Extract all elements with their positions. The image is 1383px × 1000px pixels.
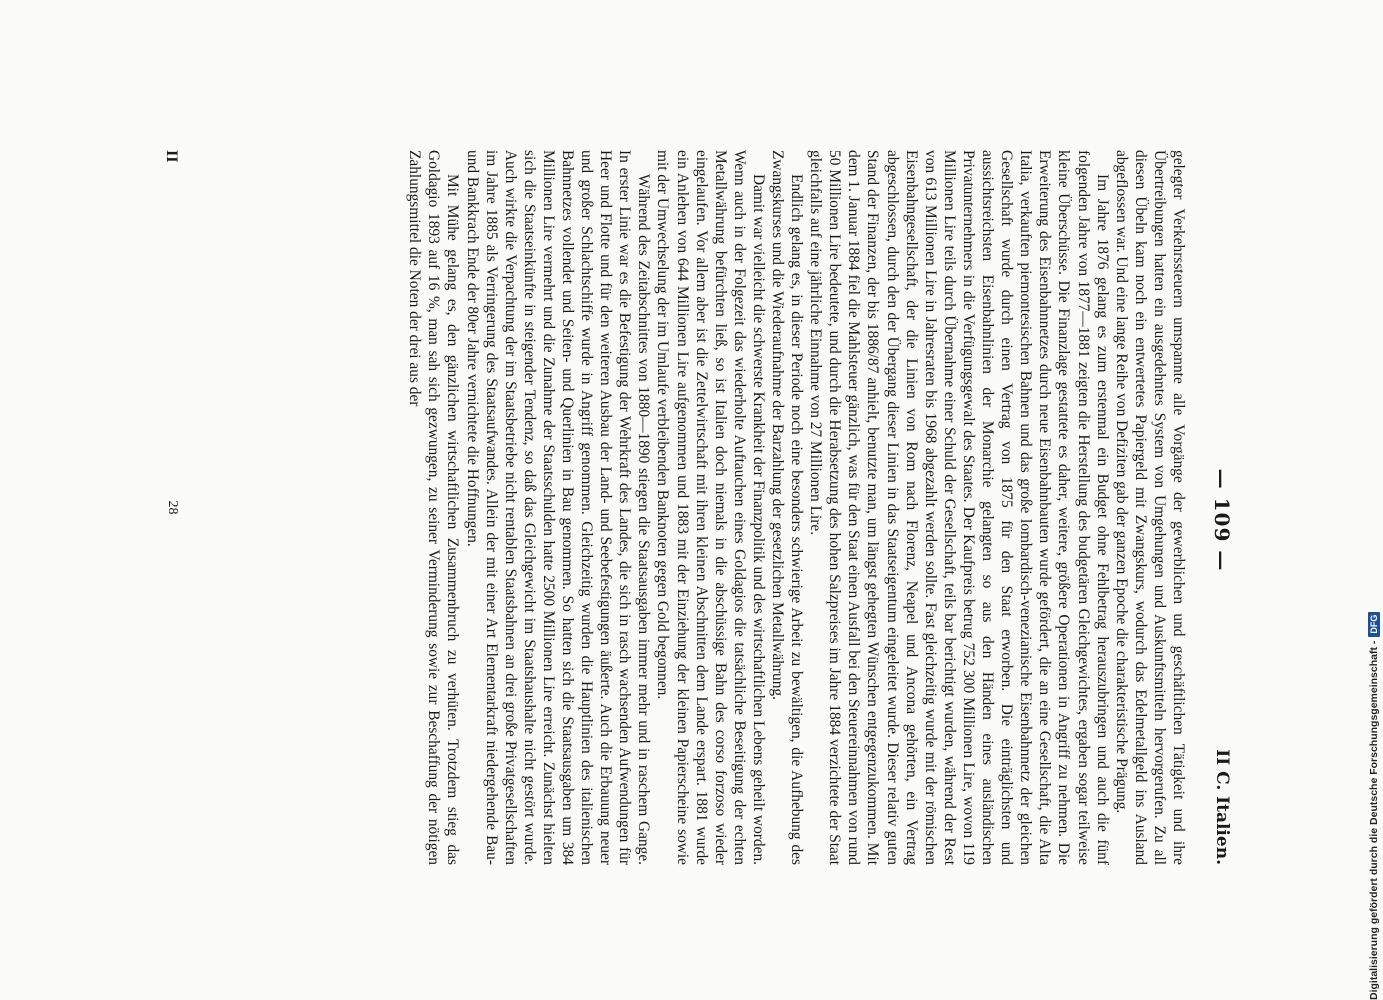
page-number: — 109 — [1210,468,1234,572]
paragraph: Im Jahre 1876 gelang es zum erstenmal ein Budget ohne Fehlbetrag herauszubringen und auch die fünf folgenden Jahre von 1877—1881 zeigten die Herstellung des budgetären Gleichgewichtes, ergaben sogar teilweise kleine Überschüsse. Die Finanzlage gestattete es daher, weitere, größere Operationen in Angriff zu nehmen. Die Erweiterung des Eisenbahnnetzes durch neue Eisenbahnbauten wurde gefördert, die an eine Gesellschaft, die Alta Italia, verkauften piemontesischen Bahnen und das große lombardisch-venezianische Eisenbahnnetz der gleichen Gesellschaft wurde durch einen Vertrag von 1875 für den Staat erworben. Die einträglichsten und aussichtsreichsten Eisenbahnlinien der Monarchie gelangten so aus den Händen eines ausländischen Privatunternehmers in die Verfügungsgewalt des Staates. Der Kaufpreis betrug 752 300 Millionen Lire, wovon 119 Millionen Lire teils durch Übernahme einer Schuld der Gesellschaft, teils bar berichtigt wurden, während der Rest von 613 Millionen Lire in Jahresraten bis 1968 abgezahlt werden sollte. Fast gleichzeitig wurde mit der römischen Eisenbahngesellschaft, der die Linien von Rom nach Florenz, Neapel und Ancona gehörten, ein Vertrag abgeschlossen, durch den der Übergang dieser Linien in das Staatseigentum eingeleitet wurde. Dieser relativ guten Stand der Finanzen, der bis 1886/87 anhielt, benutzte man, um längst gehegten Wünschen entgegenzukommen. Mit dem 1. Januar 1884 fiel die Mahlsteuer gänzlich, was für den Staat einen Ausfall bei den Steuereinnahmen von rund 50 Millionen Lire bedeutete, und durch die Herabsetzung des hohen Salzpreises im Jahre 1884 verzichtete der Staat gleichfalls auf eine jährliche Einnahme von 27 Millionen Lire. [807,150,1111,865]
page-header [1180,175,1240,865]
digitization-notice [1368,612,1380,1000]
paragraph: Während des Zeitabschnittes von 1880—1890 stiegen die Staatsausgaben immer mehr und in raschem Gange. In erster Linie war es die Befestigung der Wehrkraft des Landes, die sich in rasch wachsenden Aufwendungen für Heer und Flotte und für den weiteren Ausbau der Land- und Seebefestigungen äußerte. Auch die Erbauung neuer und großer Schlachtschiffe wurde in Angriff genommen. Gleichzeitig wurden die Hauptlinien des italienischen Bahnnetzes vollendet und Seiten- und Querlinien in Bau genommen. So hatten sich die Staatsausgaben um 384 Millionen Lire vermehrt und die Zunahme der Staatsschulden hatte 2500 Millionen Lire erreicht. Zunächst hielten sich die Staatseinkünfte in steigender Tendenz, so daß das Gleichgewicht im Staatshaushalte nicht gestört wurde. Auch wirkte die Verpachtung der im Staatsbetriebe nicht rentablen Staatsbahnen an drei große Privatgesellschaften im Jahre 1885 als Verringerung des Staatsaufwandes. Allein der mit einer Art Elementarkraft niedergehende Bau- und Bankkrach Ende der 80er Jahre vernichtete die Hoffnungen. [463,150,653,865]
paragraph: Mit Mühe gelang es, den gänzlichen wirtschaftlichen Zusammenbruch zu verhüten. Trotzdem stieg das Goldagio 1893 auf 16 %, man sah sich gezwungen, zu seiner Verminderung sowie zur Beschaffung der nötigen Zahlungsmittel die Noten der drei aus der [406,150,462,865]
page-footer [150,150,180,865]
dfg-logo: DFG [1368,612,1380,637]
running-head: II C. Italien. [1212,749,1232,865]
body-text [405,150,1188,865]
paragraph: Endlich gelang es, in dieser Periode noch eine besonders schwierige Arbeit zu bewältigen, die Aufhebung des Zwangskurses und die Wiederaufnahme der Barzahlung der gesetzlichen Metallwährung. [769,150,806,865]
digitization-notice-text: Digitalisierung gefördert durch die Deutsche Forschungsgemeinschaft - [1368,640,1380,1000]
paragraph: Damit war vielleicht die schwerste Krankheit der Finanzpolitik und des wirtschaftlichen Lebens geheilt worden. Wenn auch in der Folgezeit das wiederholte Auftauchen eines Goldagios die tatsächliche Beseitigung der echten Metallwährung befürchten ließ, so ist Italien doch niemals in die abschüssige Bahn des corso forzoso wieder eingelaufen. Vor allem aber ist die Zettelwirtschaft mit ihren kleinen Abschnitten dem Lande erspart. 1881 wurde ein Anlehen von 644 Millionen Lire aufgenommen und 1883 mit der Einziehung der kleinen Papierscheine sowie mit der Umwechselung der im Umlaufe verbleibenden Banknoten gegen Gold begonnen. [654,150,767,865]
paragraph: gelegter Verkehrssteuern umspannte alle Vorgänge der gewerblichen und geschäftlichen Tätigkeit und ihre Übertreibungen hatten ein ausgedehntes System von Umgehungen und Auskunftsmitteln hervorgerufen. Zu all diesen Übeln kam noch ein entwertetes Papiergeld mit Zwangskurs, wodurch das Edelmetallgeld ins Ausland abgeflossen war. Und eine lange Reihe von Defiziten gab der ganzen Epoche die charakteristische Prägung. [1112,150,1187,865]
document-page [130,0,1240,1000]
sheet-number: 28 [165,500,180,515]
printer-signature: II [163,150,180,163]
